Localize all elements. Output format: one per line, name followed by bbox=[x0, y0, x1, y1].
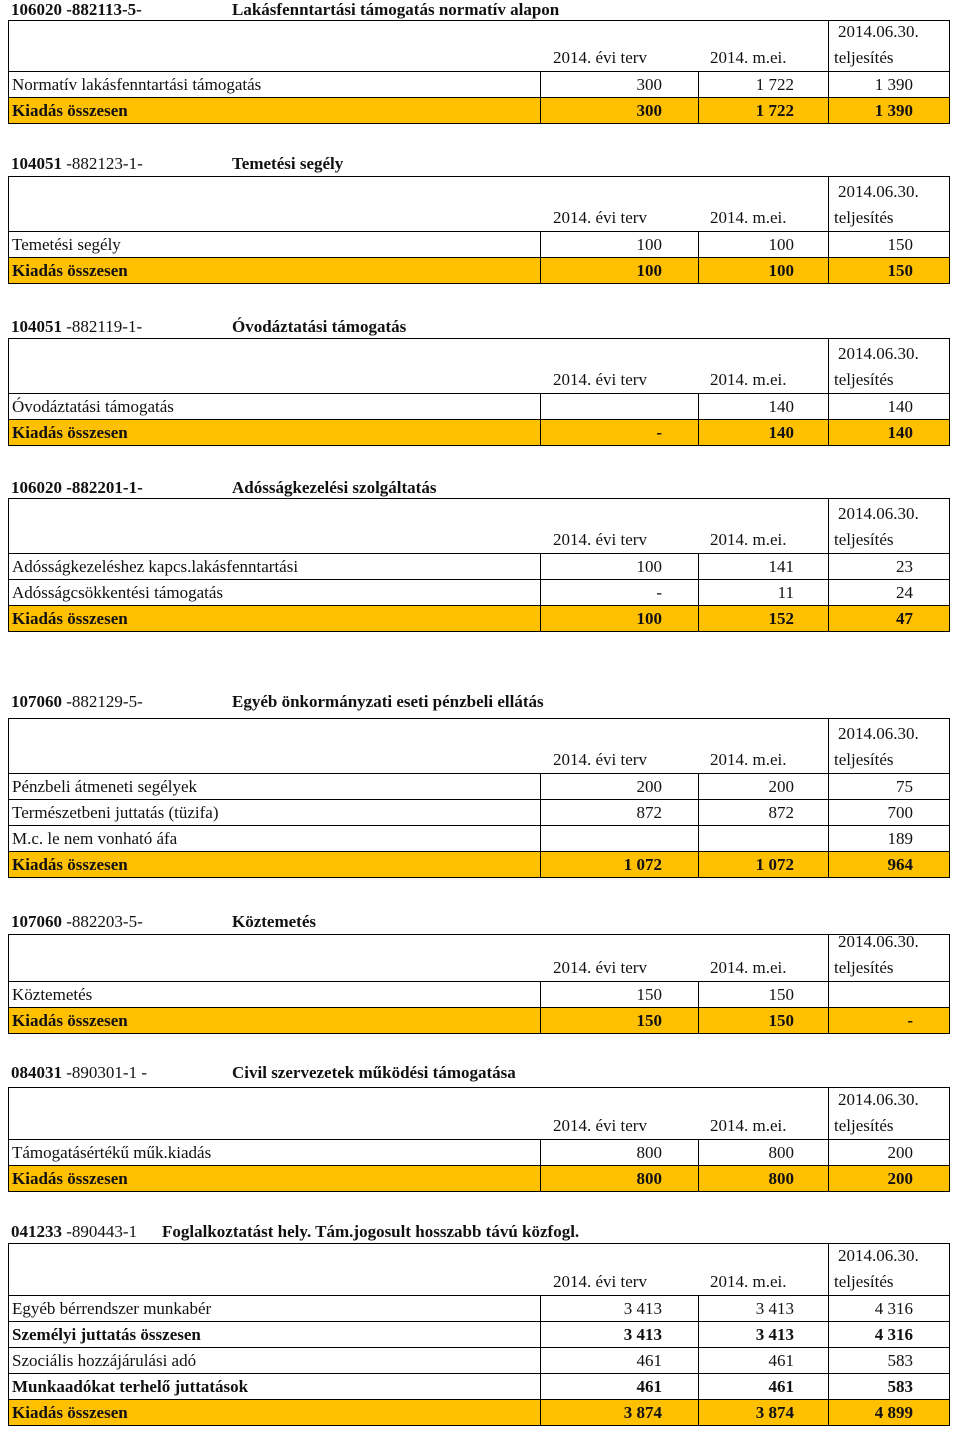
cell-divider bbox=[540, 98, 541, 123]
section-title: Adósságkezelési szolgáltatás bbox=[232, 478, 437, 497]
section-title: Egyéb önkormányzati eseti pénzbeli ellátás bbox=[232, 692, 544, 711]
row-label: Adósságkezeléshez kapcs.lakásfenntartási bbox=[12, 557, 299, 576]
table-body bbox=[8, 774, 950, 878]
col-actual-date: 2014.06.30. bbox=[838, 504, 919, 523]
row-label: Kiadás összesen bbox=[12, 855, 128, 874]
value-modified: 1 072 bbox=[755, 855, 794, 874]
value-modified: 200 bbox=[768, 777, 794, 796]
table-header bbox=[8, 1087, 950, 1140]
col-actual-date: 2014.06.30. bbox=[838, 1090, 919, 1109]
value-actual: 23 bbox=[896, 557, 913, 576]
column-divider bbox=[828, 1244, 829, 1295]
table-row bbox=[9, 394, 949, 420]
col-plan: 2014. évi terv bbox=[553, 208, 647, 227]
value-actual: 200 bbox=[887, 1169, 913, 1188]
table-row bbox=[9, 982, 949, 1008]
section-heading bbox=[11, 1063, 951, 1083]
cell-divider bbox=[540, 774, 541, 799]
table-row bbox=[9, 580, 949, 606]
row-label: Kiadás összesen bbox=[12, 1403, 128, 1422]
value-modified: 150 bbox=[768, 985, 794, 1004]
value-actual: 1 390 bbox=[874, 101, 913, 120]
cell-divider bbox=[540, 800, 541, 825]
section-code-main: 107060 bbox=[11, 692, 62, 711]
section-code-main: 084031 bbox=[11, 1063, 62, 1082]
cell-divider bbox=[828, 580, 829, 605]
col-plan: 2014. évi terv bbox=[553, 370, 647, 389]
value-modified: 1 722 bbox=[755, 75, 794, 94]
value-plan: 100 bbox=[636, 557, 662, 576]
section-heading bbox=[11, 0, 951, 20]
cell-divider bbox=[540, 554, 541, 579]
value-actual: 47 bbox=[896, 609, 913, 628]
section-code-suffix: -890301-1 - bbox=[62, 1063, 147, 1082]
table-header bbox=[8, 498, 950, 554]
value-plan: 100 bbox=[636, 261, 662, 280]
cell-divider bbox=[698, 394, 699, 419]
cell-divider bbox=[698, 1166, 699, 1191]
section-code-suffix: -882119-1- bbox=[62, 317, 143, 336]
section-heading bbox=[11, 317, 951, 337]
col-actual: teljesítés bbox=[834, 48, 894, 67]
row-label: M.c. le nem vonható áfa bbox=[12, 829, 178, 848]
cell-divider bbox=[828, 606, 829, 631]
value-modified: 100 bbox=[768, 235, 794, 254]
cell-divider bbox=[540, 420, 541, 445]
cell-divider bbox=[540, 1166, 541, 1191]
value-plan: 800 bbox=[636, 1143, 662, 1162]
value-plan: 200 bbox=[636, 777, 662, 796]
section-heading bbox=[11, 1222, 951, 1242]
table-row bbox=[9, 232, 949, 258]
value-modified: 872 bbox=[768, 803, 794, 822]
value-plan: 461 bbox=[636, 1351, 662, 1370]
value-plan: - bbox=[656, 423, 662, 442]
value-plan: 3 413 bbox=[623, 1299, 662, 1318]
section-code-main: 106020 -882201-1- bbox=[11, 478, 143, 497]
col-modified: 2014. m.ei. bbox=[710, 1272, 787, 1291]
cell-divider bbox=[698, 258, 699, 283]
row-label: Egyéb bérrendszer munkabér bbox=[12, 1299, 212, 1318]
section-title: Civil szervezetek működési támogatása bbox=[232, 1063, 516, 1082]
cell-divider bbox=[698, 1400, 699, 1425]
value-plan: 300 bbox=[636, 101, 662, 120]
table-row bbox=[9, 1348, 949, 1374]
row-label: Normatív lakásfenntartási támogatás bbox=[12, 75, 262, 94]
cell-divider bbox=[698, 72, 699, 97]
value-actual: 700 bbox=[887, 803, 913, 822]
cell-divider bbox=[828, 1008, 829, 1033]
col-modified: 2014. m.ei. bbox=[710, 48, 787, 67]
col-modified: 2014. m.ei. bbox=[710, 530, 787, 549]
value-plan: 872 bbox=[636, 803, 662, 822]
cell-divider bbox=[828, 1140, 829, 1165]
value-actual: - bbox=[907, 1011, 913, 1030]
table-row bbox=[9, 72, 949, 98]
value-plan: 3 874 bbox=[623, 1403, 662, 1422]
value-actual: 4 899 bbox=[874, 1403, 913, 1422]
cell-divider bbox=[698, 98, 699, 123]
cell-divider bbox=[698, 1322, 699, 1347]
column-divider bbox=[828, 21, 829, 71]
total-row bbox=[9, 1166, 949, 1192]
cell-divider bbox=[828, 98, 829, 123]
section-title: Köztemetés bbox=[232, 912, 317, 931]
value-actual: 964 bbox=[887, 855, 913, 874]
section-title: Óvodáztatási támogatás bbox=[232, 317, 407, 336]
table-body bbox=[8, 1140, 950, 1192]
row-label: Kiadás összesen bbox=[12, 1169, 128, 1188]
table-row bbox=[9, 800, 949, 826]
col-modified: 2014. m.ei. bbox=[710, 750, 787, 769]
value-plan: - bbox=[656, 583, 662, 602]
value-actual: 189 bbox=[887, 829, 913, 848]
col-actual: teljesítés bbox=[834, 958, 894, 977]
col-actual-date: 2014.06.30. bbox=[838, 1246, 919, 1265]
value-plan: 800 bbox=[636, 1169, 662, 1188]
column-divider bbox=[828, 499, 829, 553]
col-plan: 2014. évi terv bbox=[553, 958, 647, 977]
cell-divider bbox=[828, 1166, 829, 1191]
section-code bbox=[11, 1063, 147, 1083]
row-label: Kiadás összesen bbox=[12, 261, 128, 280]
section-code-main: 041233 bbox=[11, 1222, 62, 1241]
value-actual: 75 bbox=[896, 777, 913, 796]
cell-divider bbox=[540, 394, 541, 419]
value-modified: 3 413 bbox=[755, 1325, 794, 1344]
value-modified: 3 413 bbox=[755, 1299, 794, 1318]
cell-divider bbox=[698, 800, 699, 825]
table-row bbox=[9, 1374, 949, 1400]
section-code-suffix: -882123-1- bbox=[62, 154, 143, 173]
section-table bbox=[8, 934, 950, 1034]
col-plan: 2014. évi terv bbox=[553, 48, 647, 67]
section-title: Temetési segély bbox=[232, 154, 344, 173]
table-header bbox=[8, 1243, 950, 1296]
value-modified: 800 bbox=[768, 1169, 794, 1188]
cell-divider bbox=[828, 394, 829, 419]
row-label: Támogatásértékű műk.kiadás bbox=[12, 1143, 212, 1162]
row-label: Kiadás összesen bbox=[12, 609, 128, 628]
row-label: Természetbeni juttatás (tüzifa) bbox=[12, 803, 219, 822]
value-actual: 150 bbox=[887, 261, 913, 280]
cell-divider bbox=[828, 982, 829, 1007]
row-label: Adósságcsökkentési támogatás bbox=[12, 583, 224, 602]
table-header bbox=[8, 718, 950, 774]
cell-divider bbox=[828, 72, 829, 97]
row-label: Szociális hozzájárulási adó bbox=[12, 1351, 197, 1370]
section-code-suffix: -882129-5- bbox=[62, 692, 143, 711]
table-body bbox=[8, 394, 950, 446]
row-label: Pénzbeli átmeneti segélyek bbox=[12, 777, 198, 796]
cell-divider bbox=[540, 232, 541, 257]
value-modified: 100 bbox=[768, 261, 794, 280]
section-code-main: 104051 bbox=[11, 154, 62, 173]
col-actual-date: 2014.06.30. bbox=[838, 724, 919, 743]
value-modified: 141 bbox=[768, 557, 794, 576]
col-actual-date: 2014.06.30. bbox=[838, 344, 919, 363]
cell-divider bbox=[698, 554, 699, 579]
col-plan: 2014. évi terv bbox=[553, 750, 647, 769]
col-actual: teljesítés bbox=[834, 750, 894, 769]
total-row bbox=[9, 606, 949, 632]
value-plan: 100 bbox=[636, 609, 662, 628]
row-label: Munkaadókat terhelő juttatások bbox=[12, 1377, 249, 1396]
section-code bbox=[11, 317, 142, 337]
section-code bbox=[11, 478, 143, 498]
table-body bbox=[8, 982, 950, 1034]
value-actual: 583 bbox=[887, 1377, 913, 1396]
cell-divider bbox=[828, 554, 829, 579]
section-code bbox=[11, 154, 143, 174]
section-heading bbox=[11, 478, 951, 498]
section-table bbox=[8, 338, 950, 446]
cell-divider bbox=[698, 774, 699, 799]
value-actual: 4 316 bbox=[874, 1325, 913, 1344]
cell-divider bbox=[540, 72, 541, 97]
section-code bbox=[11, 692, 143, 712]
total-row bbox=[9, 258, 949, 284]
cell-divider bbox=[828, 852, 829, 877]
cell-divider bbox=[540, 1008, 541, 1033]
table-row bbox=[9, 1296, 949, 1322]
col-modified: 2014. m.ei. bbox=[710, 958, 787, 977]
section-heading bbox=[11, 912, 951, 932]
section-code bbox=[11, 912, 143, 932]
cell-divider bbox=[828, 800, 829, 825]
column-divider bbox=[828, 339, 829, 393]
table-body bbox=[8, 232, 950, 284]
section-table bbox=[8, 718, 950, 878]
cell-divider bbox=[698, 420, 699, 445]
cell-divider bbox=[828, 774, 829, 799]
value-modified: 140 bbox=[768, 423, 794, 442]
section-table bbox=[8, 20, 950, 124]
section-table bbox=[8, 1087, 950, 1192]
total-row bbox=[9, 1400, 949, 1426]
cell-divider bbox=[540, 606, 541, 631]
col-modified: 2014. m.ei. bbox=[710, 208, 787, 227]
cell-divider bbox=[698, 982, 699, 1007]
cell-divider bbox=[698, 580, 699, 605]
table-header bbox=[8, 338, 950, 394]
value-plan: 300 bbox=[636, 75, 662, 94]
table-row bbox=[9, 826, 949, 852]
column-divider bbox=[828, 1088, 829, 1139]
table-row bbox=[9, 1322, 949, 1348]
section-code-main: 107060 bbox=[11, 912, 62, 931]
cell-divider bbox=[540, 1400, 541, 1425]
col-plan: 2014. évi terv bbox=[553, 1272, 647, 1291]
value-modified: 800 bbox=[768, 1143, 794, 1162]
section-code-suffix: -890443-1 bbox=[62, 1222, 138, 1241]
cell-divider bbox=[828, 232, 829, 257]
row-label: Kiadás összesen bbox=[12, 1011, 128, 1030]
section-code-main: 104051 bbox=[11, 317, 62, 336]
col-actual: teljesítés bbox=[834, 1272, 894, 1291]
cell-divider bbox=[828, 1374, 829, 1399]
value-actual: 1 390 bbox=[874, 75, 913, 94]
total-row bbox=[9, 852, 949, 878]
col-actual: teljesítés bbox=[834, 370, 894, 389]
cell-divider bbox=[828, 1348, 829, 1373]
value-plan: 150 bbox=[636, 1011, 662, 1030]
section-title: Lakásfenntartási támogatás normatív alapon bbox=[232, 0, 560, 19]
value-actual: 140 bbox=[887, 397, 913, 416]
cell-divider bbox=[540, 852, 541, 877]
value-actual: 150 bbox=[887, 235, 913, 254]
col-actual-date: 2014.06.30. bbox=[838, 932, 919, 951]
cell-divider bbox=[540, 1296, 541, 1321]
value-plan: 461 bbox=[636, 1377, 662, 1396]
row-label: Kiadás összesen bbox=[12, 101, 128, 120]
section-table bbox=[8, 498, 950, 632]
section-title: Foglalkoztatást hely. Tám.jogosult hosszabb távú közfogl. bbox=[162, 1222, 580, 1241]
total-row bbox=[9, 98, 949, 124]
cell-divider bbox=[540, 826, 541, 851]
cell-divider bbox=[828, 420, 829, 445]
section-code bbox=[11, 1222, 137, 1242]
cell-divider bbox=[698, 232, 699, 257]
cell-divider bbox=[698, 1296, 699, 1321]
value-plan: 150 bbox=[636, 985, 662, 1004]
column-divider bbox=[828, 935, 829, 981]
total-row bbox=[9, 1008, 949, 1034]
cell-divider bbox=[540, 1374, 541, 1399]
value-plan: 1 072 bbox=[623, 855, 662, 874]
row-label: Személyi juttatás összesen bbox=[12, 1325, 201, 1344]
value-modified: 11 bbox=[777, 583, 794, 602]
table-body bbox=[8, 1296, 950, 1426]
table-row bbox=[9, 774, 949, 800]
row-label: Temetési segély bbox=[12, 235, 121, 254]
cell-divider bbox=[828, 258, 829, 283]
section-code-main: 106020 -882113-5- bbox=[11, 0, 142, 19]
table-row bbox=[9, 1140, 949, 1166]
cell-divider bbox=[828, 1322, 829, 1347]
cell-divider bbox=[828, 1296, 829, 1321]
value-modified: 140 bbox=[768, 397, 794, 416]
table-header bbox=[8, 20, 950, 72]
row-label: Kiadás összesen bbox=[12, 423, 128, 442]
value-actual: 583 bbox=[887, 1351, 913, 1370]
cell-divider bbox=[540, 1348, 541, 1373]
cell-divider bbox=[540, 1140, 541, 1165]
value-actual: 24 bbox=[896, 583, 913, 602]
row-label: Óvodáztatási támogatás bbox=[12, 397, 174, 416]
column-divider bbox=[828, 719, 829, 773]
col-actual: teljesítés bbox=[834, 208, 894, 227]
cell-divider bbox=[698, 606, 699, 631]
section-code-suffix: -882203-5- bbox=[62, 912, 143, 931]
section-table bbox=[8, 1243, 950, 1426]
row-label: Köztemetés bbox=[12, 985, 93, 1004]
value-modified: 150 bbox=[768, 1011, 794, 1030]
table-row bbox=[9, 554, 949, 580]
cell-divider bbox=[698, 826, 699, 851]
value-plan: 3 413 bbox=[623, 1325, 662, 1344]
value-actual: 4 316 bbox=[874, 1299, 913, 1318]
cell-divider bbox=[698, 1374, 699, 1399]
col-plan: 2014. évi terv bbox=[553, 530, 647, 549]
cell-divider bbox=[698, 1348, 699, 1373]
col-plan: 2014. évi terv bbox=[553, 1116, 647, 1135]
cell-divider bbox=[828, 1400, 829, 1425]
total-row bbox=[9, 420, 949, 446]
col-actual: teljesítés bbox=[834, 1116, 894, 1135]
table-body bbox=[8, 554, 950, 632]
cell-divider bbox=[828, 826, 829, 851]
value-modified: 461 bbox=[768, 1377, 794, 1396]
value-modified: 3 874 bbox=[755, 1403, 794, 1422]
table-body bbox=[8, 72, 950, 124]
cell-divider bbox=[540, 258, 541, 283]
col-modified: 2014. m.ei. bbox=[710, 370, 787, 389]
value-plan: 100 bbox=[636, 235, 662, 254]
value-modified: 461 bbox=[768, 1351, 794, 1370]
cell-divider bbox=[698, 1140, 699, 1165]
column-divider bbox=[828, 177, 829, 231]
cell-divider bbox=[540, 982, 541, 1007]
section-heading bbox=[11, 154, 951, 174]
section-table bbox=[8, 176, 950, 284]
value-actual: 140 bbox=[887, 423, 913, 442]
table-header bbox=[8, 934, 950, 982]
value-actual: 200 bbox=[887, 1143, 913, 1162]
section-heading bbox=[11, 692, 951, 712]
col-actual-date: 2014.06.30. bbox=[838, 22, 919, 41]
value-modified: 152 bbox=[768, 609, 794, 628]
cell-divider bbox=[698, 852, 699, 877]
col-modified: 2014. m.ei. bbox=[710, 1116, 787, 1135]
col-actual: teljesítés bbox=[834, 530, 894, 549]
cell-divider bbox=[540, 580, 541, 605]
value-modified: 1 722 bbox=[755, 101, 794, 120]
section-code bbox=[11, 0, 142, 20]
cell-divider bbox=[698, 1008, 699, 1033]
cell-divider bbox=[540, 1322, 541, 1347]
table-header bbox=[8, 176, 950, 232]
col-actual-date: 2014.06.30. bbox=[838, 182, 919, 201]
